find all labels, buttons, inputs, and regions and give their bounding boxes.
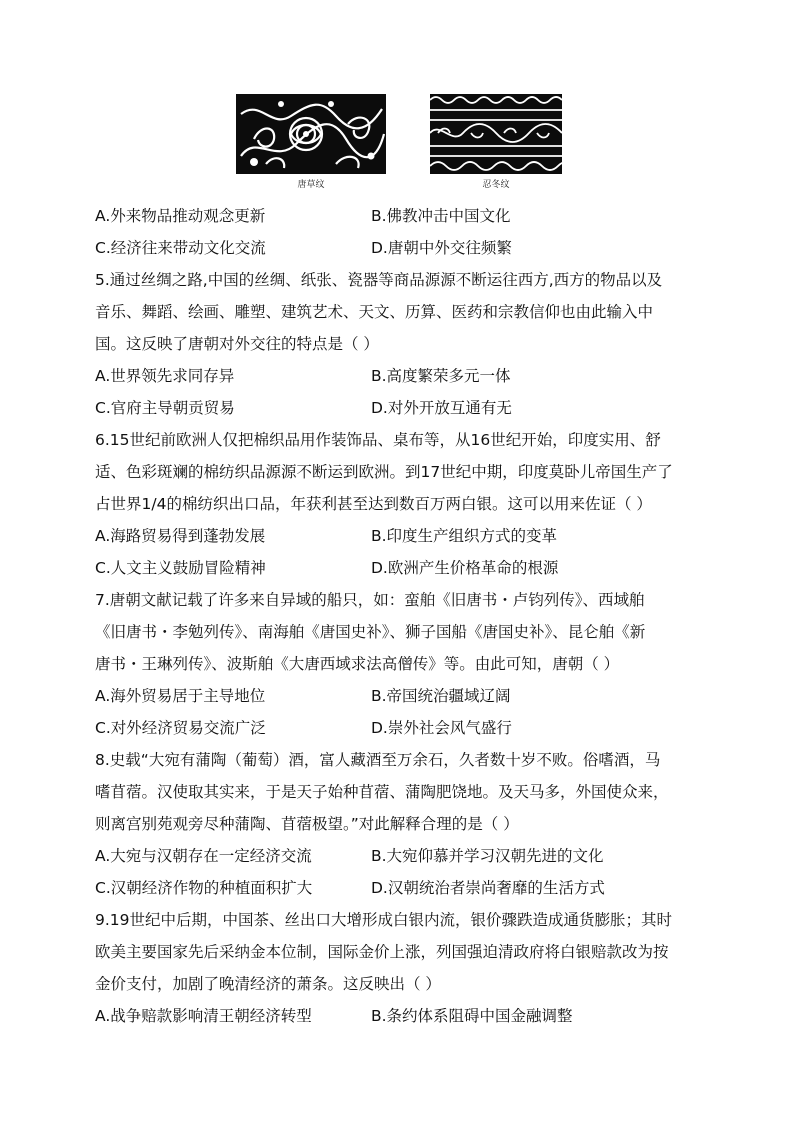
q8-stem-line-1: 8.史载“大宛有蒲陶（葡萄）酒，富人藏酒至万余石，久者数十岁不败。俗嗜酒，马 bbox=[95, 751, 661, 769]
q4-option-b[interactable]: B.佛教冲击中国文化 bbox=[371, 207, 511, 225]
q6-option-b[interactable]: B.印度生产组织方式的变革 bbox=[371, 527, 558, 545]
q8-options-row-1 bbox=[95, 840, 700, 872]
q6-stem-line-3: 占世界1/4的棉纺织出口品，年获利甚至达到数百万两白银。这可以用来佐证（ ） bbox=[95, 495, 652, 513]
figure-caption-left: 唐草纹 bbox=[297, 180, 325, 190]
q8-option-d[interactable]: D.汉朝统治者崇尚奢靡的生活方式 bbox=[371, 879, 605, 897]
figure-caption-right: 忍冬纹 bbox=[482, 180, 510, 190]
q6-options-row-1 bbox=[95, 520, 700, 552]
q5-option-c[interactable]: C.官府主导朝贡贸易 bbox=[95, 399, 235, 417]
q5-option-d[interactable]: D.对外开放互通有无 bbox=[371, 399, 512, 417]
q5-option-b[interactable]: B.高度繁荣多元一体 bbox=[371, 367, 511, 385]
q5-stem-line-2: 音乐、舞蹈、绘画、雕塑、建筑艺术、天文、历算、医药和宗教信仰也由此输入中 bbox=[95, 303, 654, 321]
q7-options-row-2 bbox=[95, 712, 700, 744]
q7-option-b[interactable]: B.帝国统治疆域辽阔 bbox=[371, 687, 511, 705]
q8-option-a[interactable]: A.大宛与汉朝存在一定经济交流 bbox=[95, 847, 312, 865]
q7-option-c[interactable]: C.对外经济贸易交流广泛 bbox=[95, 719, 266, 737]
q5-options-row-1 bbox=[95, 360, 700, 392]
q7-stem-line-1: 7.唐朝文献记载了许多来自异域的船只，如：蛮舶《旧唐书・卢钧列传》、西域舶 bbox=[95, 591, 645, 609]
q6-option-c[interactable]: C.人文主义鼓励冒险精神 bbox=[95, 559, 266, 577]
q7-options-row-1 bbox=[95, 680, 700, 712]
q9-option-b[interactable]: B.条约体系阻碍中国金融调整 bbox=[371, 1007, 573, 1025]
q4-options-row-1 bbox=[95, 200, 700, 232]
q7-stem-line-2: 《旧唐书・李勉列传》、南海舶《唐国史补》、狮子国船《唐国史补》、昆仑舶《新 bbox=[95, 623, 646, 641]
q9-options-row-1 bbox=[95, 1000, 700, 1032]
q6-option-a[interactable]: A.海路贸易得到蓬勃发展 bbox=[95, 527, 266, 545]
q9-option-a[interactable]: A.战争赔款影响清王朝经济转型 bbox=[95, 1007, 312, 1025]
q4-option-a[interactable]: A.外来物品推动观念更新 bbox=[95, 207, 266, 225]
q6-options-row-2 bbox=[95, 552, 700, 584]
q8-option-c[interactable]: C.汉朝经济作物的种植面积扩大 bbox=[95, 879, 313, 897]
q8-stem-line-3: 则离宫别苑观旁尽种蒲陶、苜蓿极望。”对此解释合理的是（ ） bbox=[95, 815, 519, 833]
q6-stem-line-2: 适、色彩斑斓的棉纺织品源源不断运到欧洲。到17世纪中期，印度莫卧儿帝国生产了 bbox=[95, 463, 673, 481]
q7-stem-line-3: 唐书・王琳列传》、波斯舶《大唐西域求法高僧传》等。由此可知，唐朝（ ） bbox=[95, 655, 620, 673]
q5-stem-line-3: 国。这反映了唐朝对外交往的特点是（ ） bbox=[95, 335, 379, 353]
q4-options-row-2 bbox=[95, 232, 700, 264]
q8-stem-line-2: 嗜苜蓿。汉使取其实来，于是天子始种苜蓿、蒲陶肥饶地。及天马多，外国使众来， bbox=[95, 783, 669, 801]
q5-options-row-2 bbox=[95, 392, 700, 424]
q7-option-d[interactable]: D.崇外社会风气盛行 bbox=[371, 719, 512, 737]
q5-stem-line-1: 5.通过丝绸之路,中国的丝绸、纸张、瓷器等商品源源不断运往西方,西方的物品以及 bbox=[95, 271, 663, 289]
q9-stem-line-3: 金价支付，加剧了晚清经济的萧条。这反映出（ ） bbox=[95, 975, 441, 993]
q4-option-c[interactable]: C.经济往来带动文化交流 bbox=[95, 239, 266, 257]
exam-content bbox=[95, 200, 700, 1032]
q4-option-d[interactable]: D.唐朝中外交往频繁 bbox=[371, 239, 512, 257]
q5-option-a[interactable]: A.世界领先求同存异 bbox=[95, 367, 235, 385]
honeysuckle-pattern-figure bbox=[430, 94, 562, 190]
q8-option-b[interactable]: B.大宛仰慕并学习汉朝先进的文化 bbox=[371, 847, 604, 865]
q9-stem-line-1: 9.19世纪中后期，中国茶、丝出口大增形成白银内流，银价骤跌造成通货膨胀；其时 bbox=[95, 911, 673, 929]
tang-scroll-pattern-image bbox=[236, 94, 386, 174]
q6-option-d[interactable]: D.欧洲产生价格革命的根源 bbox=[371, 559, 559, 577]
q7-option-a[interactable]: A.海外贸易居于主导地位 bbox=[95, 687, 266, 705]
q8-options-row-2 bbox=[95, 872, 700, 904]
q6-stem-line-1: 6.15世纪前欧洲人仅把棉织品用作装饰品、桌布等，从16世纪开始，印度实用、舒 bbox=[95, 431, 661, 449]
honeysuckle-pattern-image bbox=[430, 94, 562, 174]
q9-stem-line-2: 欧美主要国家先后采纳金本位制，国际金价上涨，列国强迫清政府将白银赔款改为按 bbox=[95, 943, 669, 961]
tang-scroll-pattern-figure bbox=[236, 94, 386, 190]
